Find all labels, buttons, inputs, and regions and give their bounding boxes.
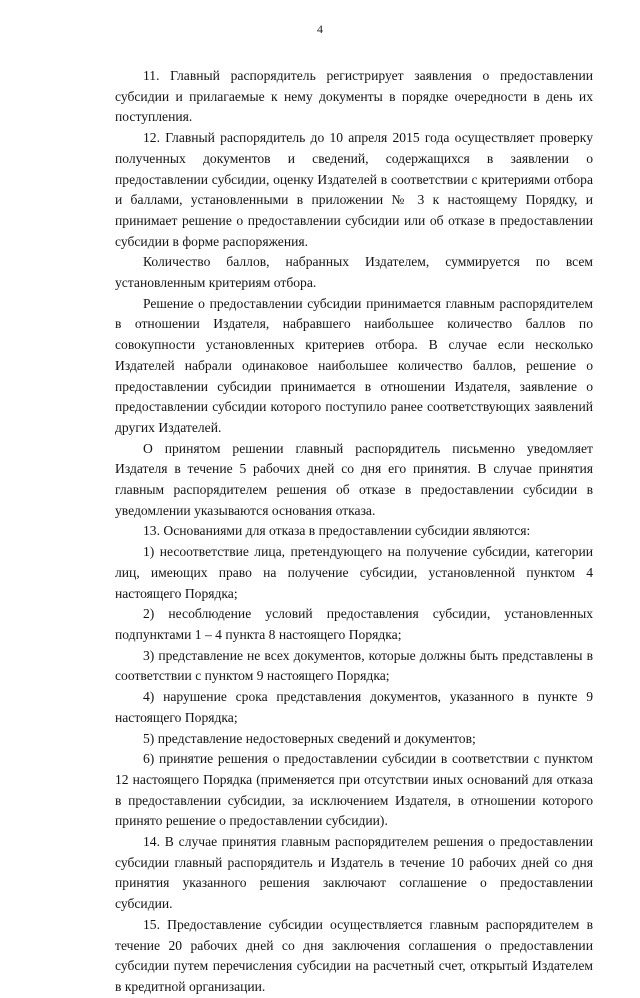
refusal-reason-4: 4) нарушение срока представления документов, указанного в пункте 9 настоящего Порядка;	[115, 689, 593, 725]
paragraph-decision-rule: Решение о предоставлении субсидии принимается главным распорядителем в отношении Издателя, набравшего наибольшее количество баллов по совокупности установленных критериев отбора. В случае если несколько Издателей набрали одинаковое наибольшее количество баллов, решение о предоставлении субсидии принимается в отношении Издателя, заявление о предоставлении субсидии которого поступило ранее соответствующих заявлений других Издателей.	[115, 295, 593, 435]
paragraph-12: 12. Главный распорядитель до 10 апреля 2015 года осуществляет проверку полученных документов и сведений, содержащихся в заявлении о предоставлении субсидии, оценку Издателей в соответствии с критериями отбора и баллами, установленными в приложении № 3 к настоящему Порядку, и принимает решение о предоставлении субсидии или об отказе в предоставлении субсидии в форме распоряжения.	[115, 130, 593, 249]
refusal-reason-6: 6) принятие решения о предоставлении субсидии в соответствии с пунктом 12 настоящего Порядка (применяется при отсутствии иных оснований для отказа в предоставлении субсидии, за исключением Издателя, в отношении которого принято решение о предоставлении субсидии).	[115, 751, 593, 829]
paragraph-13: 13. Основаниями для отказа в предоставлении субсидии являются:	[143, 523, 531, 539]
paragraph-15: 15. Предоставление субсидии осуществляется главным распорядителем в течение 20 рабочих дней со дня заключения соглашения о предоставлении субсидии путем перечисления субсидии на расчетный счет, открытый Издателем в кредитной организации.	[115, 916, 593, 994]
paragraph-11: 11. Главный распорядитель регистрирует заявления о предоставлении субсидии и прилагаемые к нему документы в порядке очередности в день их поступления.	[115, 68, 593, 125]
refusal-reason-2: 2) несоблюдение условий предоставления субсидии, установленных подпунктами 1 – 4 пункта 8 настоящего Порядка;	[115, 606, 593, 642]
paragraph-points-summation: Количество баллов, набранных Издателем, суммируется по всем установленным критериям отбора.	[115, 254, 593, 291]
refusal-reason-3: 3) представление не всех документов, которые должны быть представлены в соответствии с пунктом 9 настоящего Порядка;	[115, 647, 593, 684]
paragraph-14: 14. В случае принятия главным распорядителем решения о предоставлении субсидии главный распорядитель и Издатель в течение 10 рабочих дней со дня принятия указанного решения заключают соглашение о предоставлении субсидии.	[115, 834, 593, 912]
refusal-reason-5: 5) представление недостоверных сведений и документов;	[143, 730, 476, 746]
paragraph-notification: О принятом решении главный распорядитель письменно уведомляет Издателя в течение 5 рабочих дней со дня его принятия. В случае принятия главным распорядителем решения об отказе в предоставлении субсидии в уведомлении указываются основания отказа.	[115, 440, 593, 518]
refusal-reason-1: 1) несоответствие лица, претендующего на получение субсидии, категории лиц, имеющих право на получение субсидии, установленной пунктом 4 настоящего Порядка;	[115, 544, 593, 601]
document-body	[115, 66, 593, 998]
page-number: 4	[317, 22, 323, 36]
